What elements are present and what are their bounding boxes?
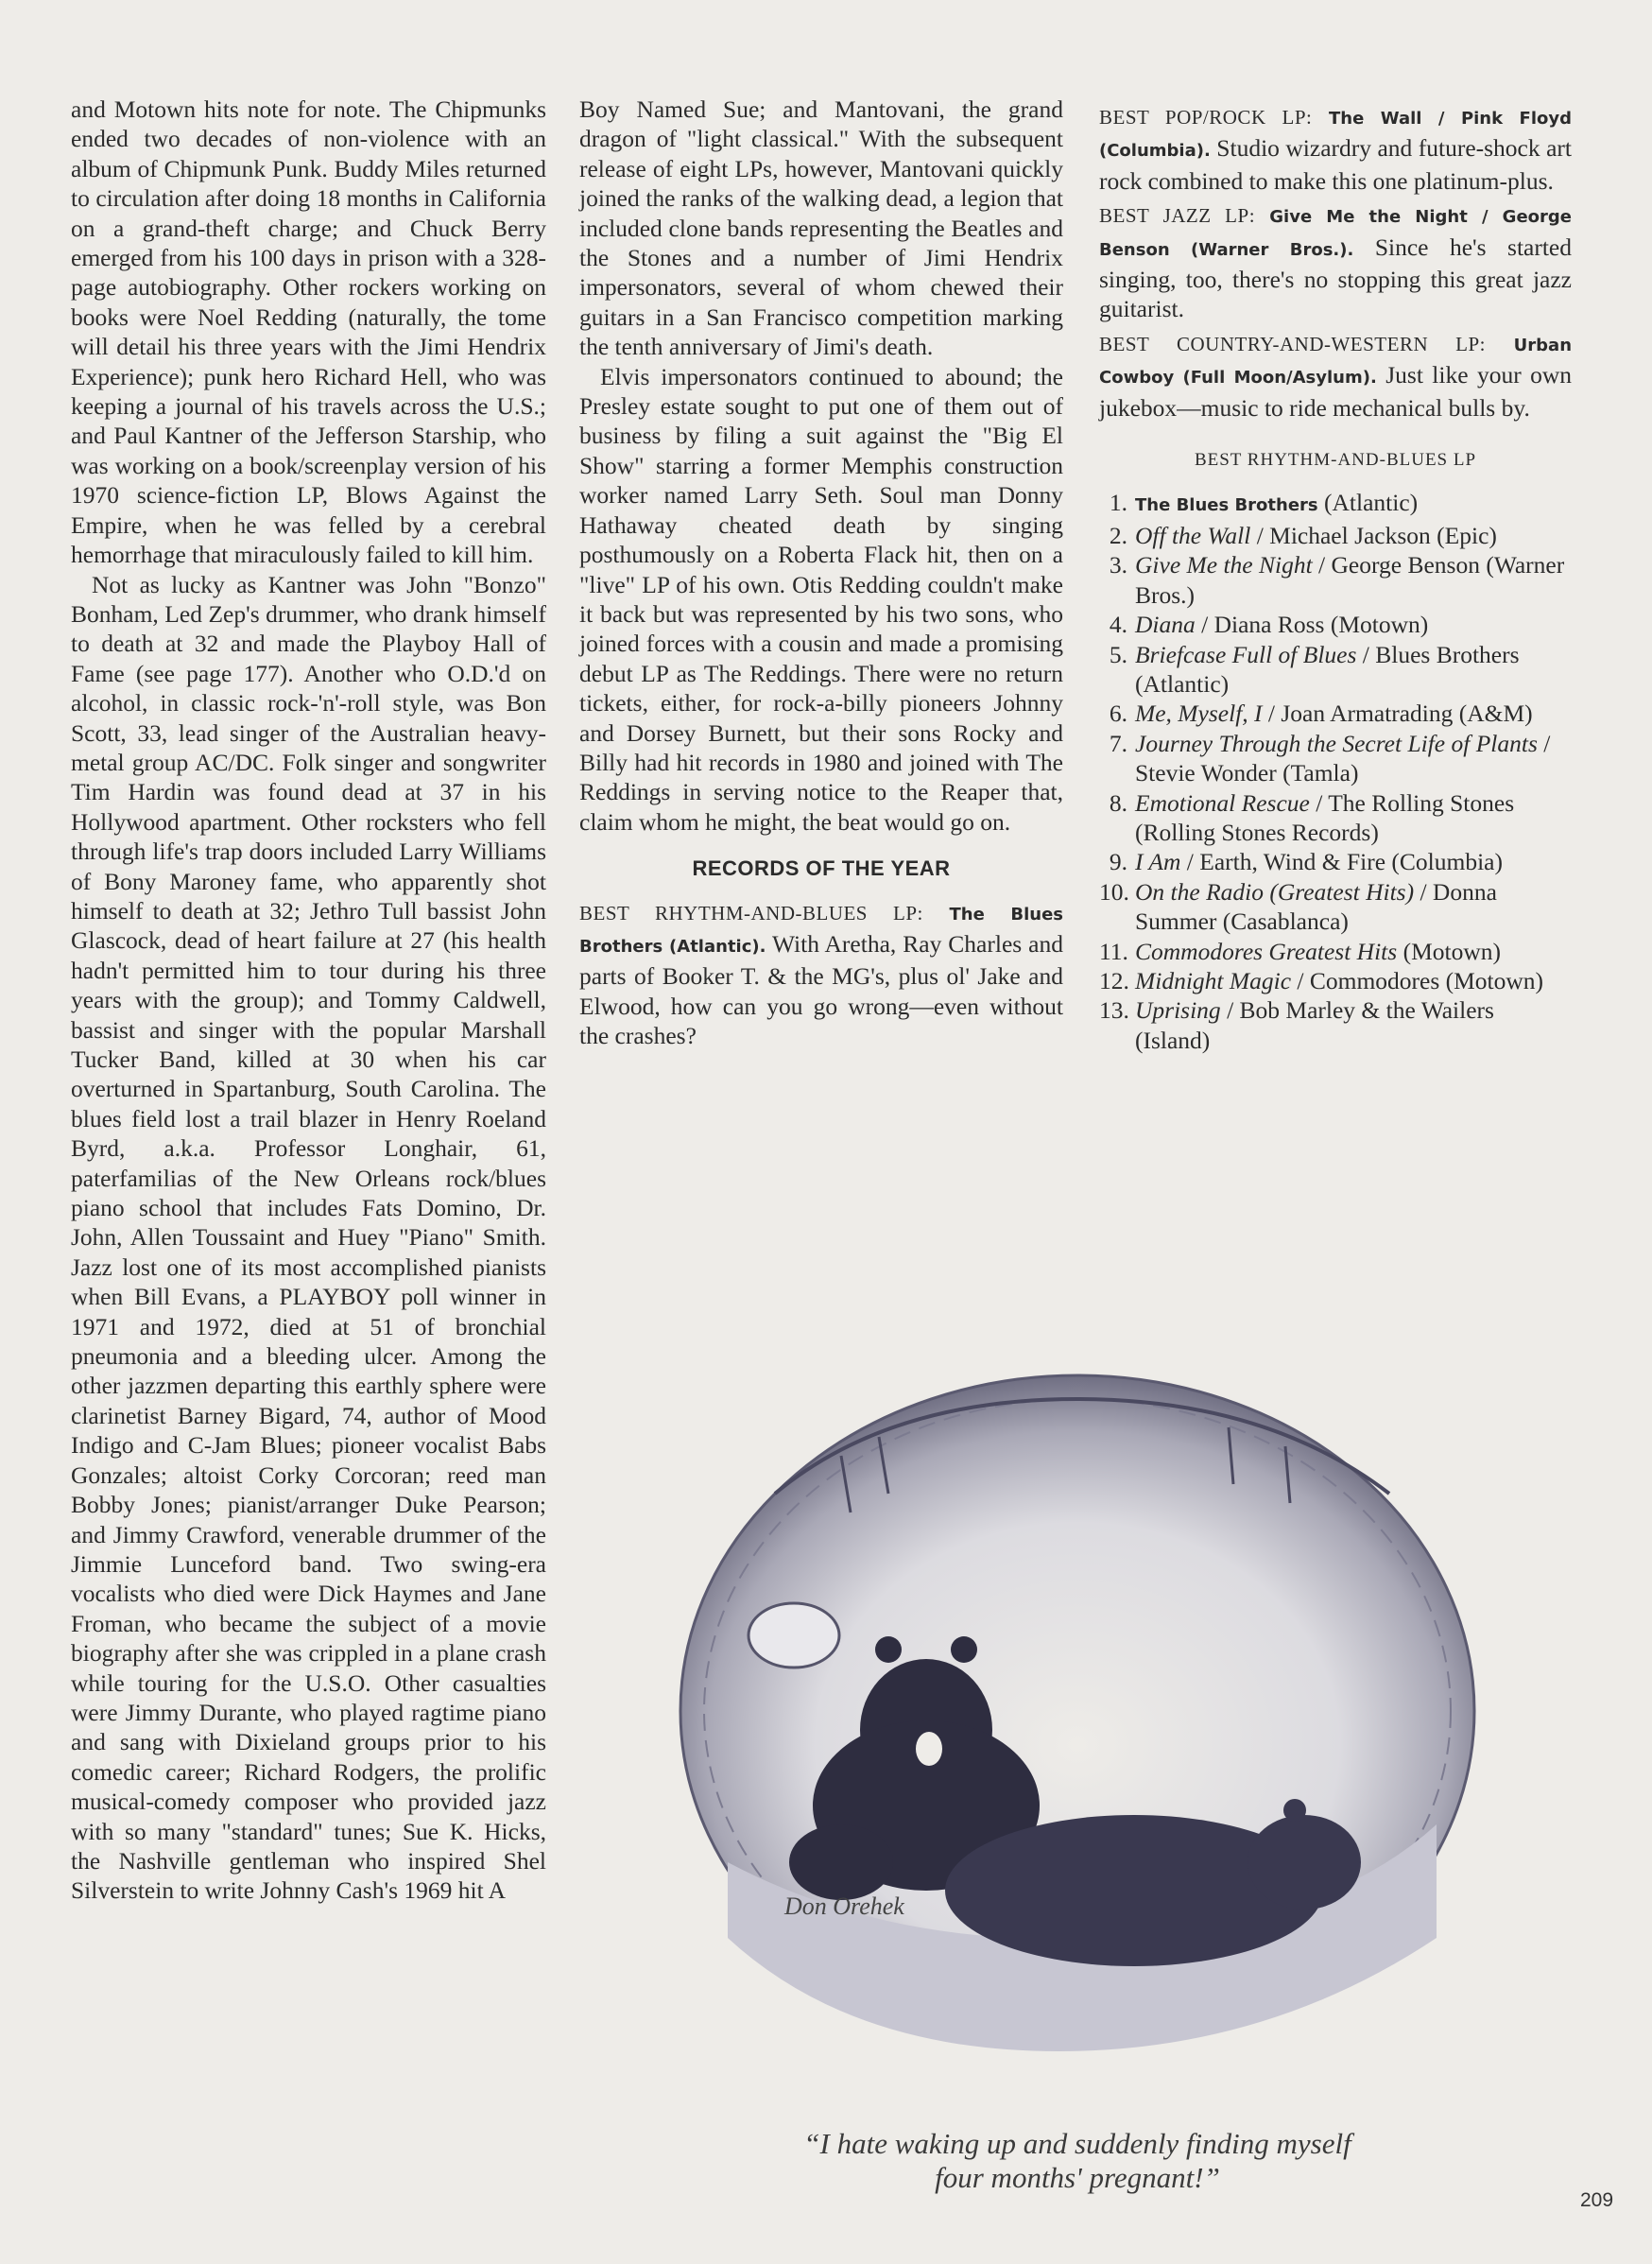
rb-list-item	[1099, 937, 1572, 966]
rb-list-title: Me, Myself, I	[1135, 700, 1263, 728]
records-of-the-year-heading: RECORDS OF THE YEAR	[692, 856, 951, 881]
rb-list-title: Off the Wall	[1135, 521, 1251, 549]
award-pick: Give Me the Night / George Benson (Warner Bros.).	[1099, 207, 1573, 260]
bears-in-cave-drawing	[605, 1333, 1550, 2070]
rb-list-number: 10.	[1099, 877, 1129, 906]
rb-chart-list	[1099, 488, 1572, 1055]
rb-list-title: Give Me the Night	[1135, 551, 1313, 579]
rb-list-item	[1099, 847, 1572, 876]
rb-list-number: 11.	[1099, 937, 1128, 965]
rb-list-number: 3.	[1109, 551, 1127, 579]
award-country-western	[1099, 328, 1572, 423]
rb-list-item	[1099, 488, 1572, 520]
rb-list-title: Diana	[1135, 611, 1196, 639]
rb-list-artist: / Stevie Wonder (Tamla)	[1135, 729, 1551, 787]
rb-list-title: Emotional Rescue	[1135, 788, 1310, 817]
rb-list-item	[1099, 640, 1572, 700]
rb-list-artist: / Blues Brothers (Atlantic)	[1135, 640, 1520, 698]
rb-list-number: 13.	[1099, 996, 1129, 1025]
award-comment: Since he's started singing, too, there's no stopping this great jazz guitarist.	[1099, 233, 1572, 323]
award-category: BEST POP/ROCK LP:	[1099, 106, 1313, 129]
rb-list-number: 4.	[1109, 611, 1127, 639]
rb-list-artist: / Michael Jackson (Epic)	[1250, 521, 1497, 549]
rb-list-artist: (Atlantic)	[1317, 489, 1419, 517]
rb-list-item	[1099, 550, 1572, 610]
rb-list-number: 5.	[1109, 640, 1127, 668]
rb-list-title: The Blues Brothers	[1135, 495, 1318, 516]
award-jazz	[1099, 199, 1572, 324]
rb-list-artist: / The Rolling Stones (Rolling Stones Records)	[1135, 788, 1515, 846]
rb-list-item	[1099, 610, 1572, 639]
rb-list-title: Commodores Greatest Hits	[1135, 937, 1398, 965]
rb-list-number: 6.	[1109, 700, 1127, 728]
rb-list-number: 2.	[1109, 521, 1127, 549]
rb-list-number: 7.	[1109, 729, 1127, 757]
rb-list-number: 1.	[1109, 489, 1127, 517]
award-pick: Urban Cowboy (Full Moon/Asylum).	[1099, 335, 1573, 389]
award-comment: Just like your own jukebox—music to ride mechanical bulls by.	[1099, 361, 1573, 422]
paragraph: Elvis impersonators continued to abound; the Presley estate sought to put one of them out of business by filing a suit against the "Big El Show" starring a former Memphis construction worker named Larry Seth. Soul man Donny Hathaway cheated death by singing posthumously on a Roberta Flack hit, then on a "live" LP of his own. Otis Redding couldn't make it back but was represented by his two sons, who joined forces with a cousin and made a promising debut LP as The Reddings. There were no return tickets, either, for rock-a-billy pioneers Johnny and Dorsey Burnett, but their sons Rocky and Billy had hit records in 1980 and joined with The Reddings in serving notice to the Reaper that, claim whom he might, the beat would go on.	[579, 362, 1063, 836]
paragraph: and Motown hits note for note. The Chipmunks ended two decades of non-violence with an album of Chipmunk Punk. Buddy Miles returned to circulation after doing 18 months in California on a grand-theft charge; and Chuck Berry emerged from his 100 days in prison with a 328-page autobiography. Other rockers working on books were Noel Redding (naturally, the tome will detail his three years with the Jimi Hendrix Experience); punk hero Richard Hell, who was keeping a journal of his travels across the U.S.; and Paul Kantner of the Jefferson Starship, who was working on a book/screenplay version of his 1970 science-fiction LP, Blows Against the Empire, when he was felled by a cerebral hemorrhage that miraculously failed to kill him.	[71, 95, 546, 569]
article-column-left	[71, 95, 546, 1906]
rb-list-title: Briefcase Full of Blues	[1135, 640, 1357, 668]
rb-list-number: 9.	[1109, 848, 1127, 876]
rb-list-title: I Am	[1135, 848, 1181, 876]
rb-list-item	[1099, 729, 1572, 788]
rb-list-title: Midnight Magic	[1135, 966, 1292, 994]
page-number: 209	[1580, 2189, 1614, 2211]
rb-list-title: Journey Through the Secret Life of Plants	[1135, 729, 1538, 757]
rb-list-artist: (Motown)	[1397, 937, 1501, 965]
paragraph: Not as lucky as Kantner was John "Bonzo" Bonham, Led Zep's drummer, who drank himself to death at 32 and made the Playboy Hall of Fame (see page 177). Another who O.D.'d on alcohol, in classic rock-'n'-roll style, was Bon Scott, 33, lead singer of the Australian heavy-metal group AC/DC. Folk singer and songwriter Tim Hardin was found dead at 37 in his Hollywood apartment. Other rocksters who fell through life's trap doors included Larry Williams of Bony Maroney fame, who apparently shot himself to death at 32; Jethro Tull bassist John Glascock, dead of heart failure at 27 (his health hadn't permitted him to tour during his three years with the group); and Tommy Caldwell, bassist and singer with the popular Marshall Tucker Band, killed at 30 when his car overturned in Spartanburg, South Carolina. The blues field lost a trail blazer in Henry Roeland Byrd, a.k.a. Professor Longhair, 61, paterfamilias of the New Orleans rock/blues piano school that includes Fats Domino, Dr. John, Allen Toussaint and Huey "Piano" Smith. Jazz lost one of its most accomplished pianists when Bill Evans, a PLAYBOY poll winner in 1971 and 1972, died at 51 of bronchial pneumonia and a bleeding ulcer. Among the other jazzmen departing this earthly sphere were clarinetist Barney Bigard, 74, author of Mood Indigo and C-Jam Blues; pioneer vocalist Babs Gonzales; altoist Corky Corcoran; reed man Bobby Jones; pianist/arranger Duke Pearson; and Jimmy Crawford, venerable drummer of the Jimmie Lunceford band. Two swing-era vocalists who died were Dick Haymes and Jane Froman, who became the subject of a movie biography after she was crippled in a plane crash while touring for the U.S.O. Other casualties were Jimmy Durante, who played ragtime piano and sang with Dixieland groups prior to his comedic career; Richard Rodgers, the prolific musical-comedy composer who provided jazz with so many "standard" tunes; Sue K. Hicks, the Nashville gentleman who inspired Shel Silverstein to write Johnny Cash's 1969 hit A	[71, 570, 546, 1905]
rb-list-item	[1099, 521, 1572, 550]
rb-list-title: Uprising	[1135, 996, 1221, 1025]
paragraph: Boy Named Sue; and Mantovani, the grand dragon of "light classical." With the subsequent release of eight LPs, however, Mantovani quickly joined the ranks of the walking dead, a legion that included clone bands representing the Beatles and the Stones and a number of Jimi Hendrix impersonators, several of whom chewed their guitars in a San Francisco competition marking the tenth anniversary of Jimi's death.	[579, 95, 1063, 361]
rb-list-item	[1099, 966, 1572, 995]
rb-list-number: 8.	[1109, 788, 1127, 817]
cartoon-illustration	[605, 1333, 1550, 2070]
rb-list-heading: BEST RHYTHM-AND-BLUES LP	[1194, 450, 1477, 471]
rb-list-artist: / George Benson (Warner Bros.)	[1135, 551, 1565, 609]
rb-list-item	[1099, 699, 1572, 728]
caption-line: four months' pregnant!”	[935, 2161, 1220, 2194]
award-category: BEST JAZZ LP:	[1099, 204, 1256, 228]
award-category: BEST RHYTHM-AND-BLUES LP:	[579, 901, 923, 925]
award-pop-rock	[1099, 101, 1572, 196]
award-comment: Studio wizardry and future-shock art rock combined to make this one platinum-plus.	[1099, 134, 1573, 195]
article-column-right	[1099, 101, 1572, 1055]
rb-list-number: 12.	[1099, 966, 1129, 994]
rb-list-artist: / Donna Summer (Casablanca)	[1135, 877, 1497, 936]
rb-list-artist: / Joan Armatrading (A&M)	[1262, 700, 1533, 728]
artist-signature: Don Orehek	[784, 1892, 904, 1920]
rb-list-artist: / Bob Marley & the Wailers (Island)	[1135, 996, 1494, 1054]
caption-line: “I hate waking up and suddenly finding myself	[803, 2127, 1351, 2160]
rb-list-item	[1099, 788, 1572, 848]
rb-list-item	[1099, 877, 1572, 937]
rb-list-artist: / Commodores (Motown)	[1291, 966, 1544, 994]
article-column-middle	[579, 95, 1063, 1055]
award-pick: The Wall / Pink Floyd (Columbia).	[1099, 109, 1572, 162]
award-comment: With Aretha, Ray Charles and parts of Booker T. & the MG's, plus ol' Jake and Elwood, how can you go wrong—even without the crashes?	[579, 929, 1063, 1050]
award-category: BEST COUNTRY-AND-WESTERN LP:	[1099, 332, 1487, 355]
cartoon-caption	[605, 2127, 1550, 2195]
award-pick: The Blues Brothers (Atlantic).	[579, 904, 1063, 957]
rb-list-artist: / Earth, Wind & Fire (Columbia)	[1180, 848, 1503, 876]
rb-list-item	[1099, 995, 1572, 1055]
award-rhythm-and-blues	[579, 897, 1063, 1051]
rb-list-artist: / Diana Ross (Motown)	[1195, 611, 1429, 639]
rb-list-title: On the Radio (Greatest Hits)	[1135, 877, 1415, 906]
